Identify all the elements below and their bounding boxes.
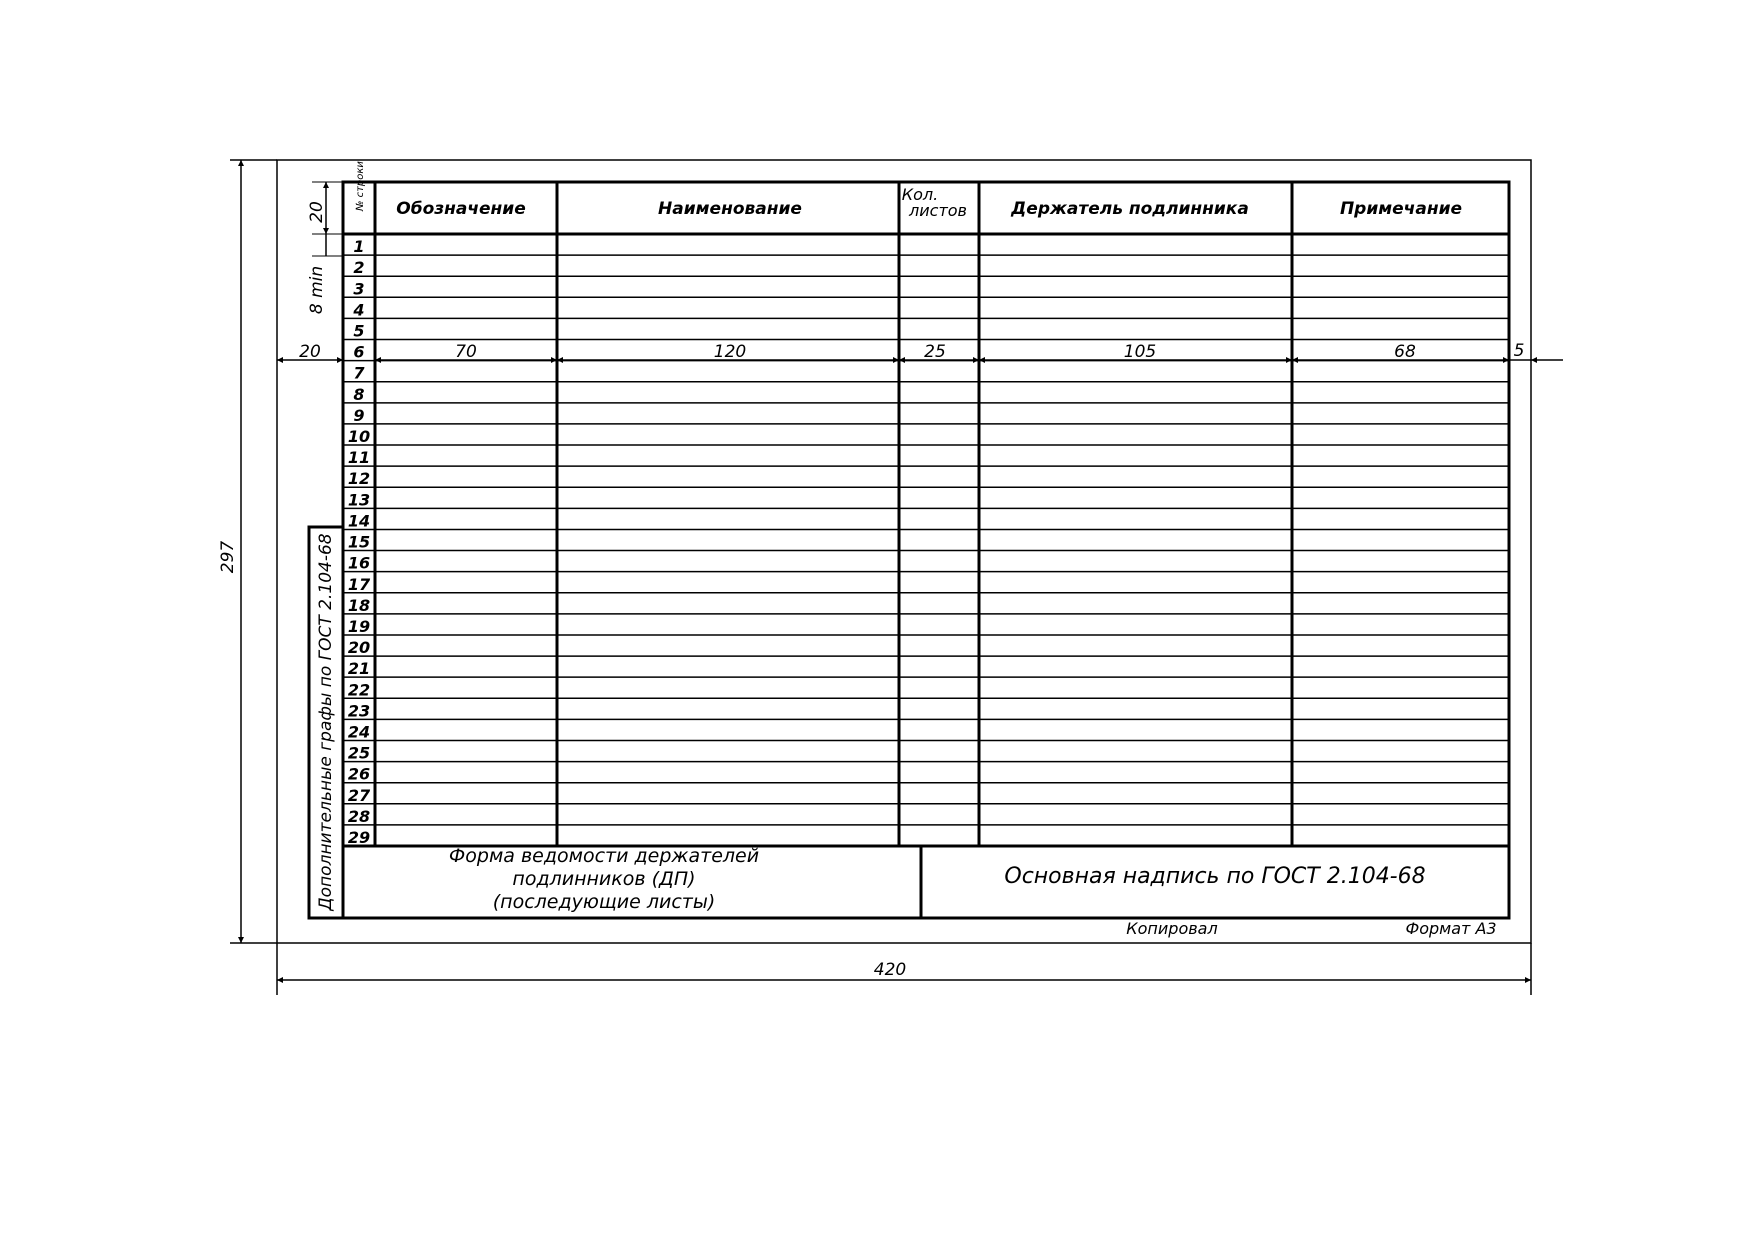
row-number: 18 (347, 595, 371, 615)
dim-note: 68 (1394, 342, 1416, 362)
row-number: 8 (353, 384, 365, 404)
row-number: 15 (347, 532, 371, 552)
row-number: 3 (353, 279, 365, 299)
dim-count: 25 (924, 342, 946, 362)
dim-right-margin: 5 (1513, 341, 1525, 361)
row-number: 14 (347, 511, 371, 531)
table-row-lines (343, 234, 1509, 846)
header-note: Примечание (1339, 199, 1463, 219)
row-number: 16 (347, 553, 371, 573)
dim-designation: 70 (455, 342, 477, 362)
dim-left-margin: 20 (299, 342, 321, 362)
row-number: 6 (353, 342, 365, 362)
row-number: 11 (347, 448, 371, 468)
row-number: 24 (347, 722, 371, 742)
row-number: 26 (347, 764, 371, 784)
row-number: 22 (347, 680, 371, 700)
table-header (355, 161, 1462, 220)
row-number: 9 (353, 405, 365, 425)
row-number: 13 (347, 490, 371, 510)
header-row-no: № строки (355, 161, 366, 211)
row-number: 17 (347, 574, 371, 594)
row-height-dimensions (307, 182, 343, 314)
header-name: Наименование (658, 199, 802, 219)
dim-sheet-width: 420 (873, 960, 907, 980)
form-title-line1: Форма ведомости держателей (448, 845, 760, 867)
dim-sheet-height: 297 (218, 540, 238, 574)
header-holder: Держатель подлинника (1011, 199, 1249, 219)
row-number: 25 (347, 743, 371, 763)
sheet-height-dimension (218, 160, 277, 943)
row-number: 4 (353, 300, 365, 320)
row-number: 2 (353, 258, 365, 278)
row-number: 20 (347, 638, 371, 658)
dim-row-height: 8 min (307, 265, 327, 315)
format-label: Формат А3 (1405, 919, 1497, 938)
dim-holder: 105 (1123, 342, 1157, 362)
dim-name: 120 (713, 342, 747, 362)
form-title-line2: подлинников (ДП) (512, 868, 696, 890)
row-number: 7 (353, 363, 365, 383)
row-number-column (348, 237, 371, 847)
dim-header-height: 20 (307, 201, 327, 223)
header-designation: Обозначение (396, 199, 526, 219)
column-width-dimensions (277, 341, 1563, 362)
additional-columns-label: Дополнительные графы по ГОСТ 2.104-68 (316, 533, 336, 911)
row-number: 23 (347, 701, 371, 721)
footer-block (449, 845, 1497, 938)
row-number: 5 (353, 321, 365, 341)
row-number: 12 (347, 469, 371, 489)
row-number: 1 (353, 237, 365, 257)
row-number: 29 (347, 828, 371, 847)
main-inscription: Основная надпись по ГОСТ 2.104-68 (1004, 864, 1426, 889)
row-number: 21 (347, 659, 371, 679)
row-number: 28 (347, 806, 371, 826)
row-number: 10 (347, 427, 371, 447)
form-title-line3: (последующие листы) (492, 891, 716, 913)
header-sheet-count-1: Кол. (901, 185, 939, 204)
row-number: 19 (347, 616, 371, 636)
header-sheet-count-2: листов (909, 201, 967, 220)
copied-label: Копировал (1126, 919, 1218, 938)
sheet-width-dimension (277, 943, 1531, 995)
row-number: 27 (347, 785, 371, 805)
